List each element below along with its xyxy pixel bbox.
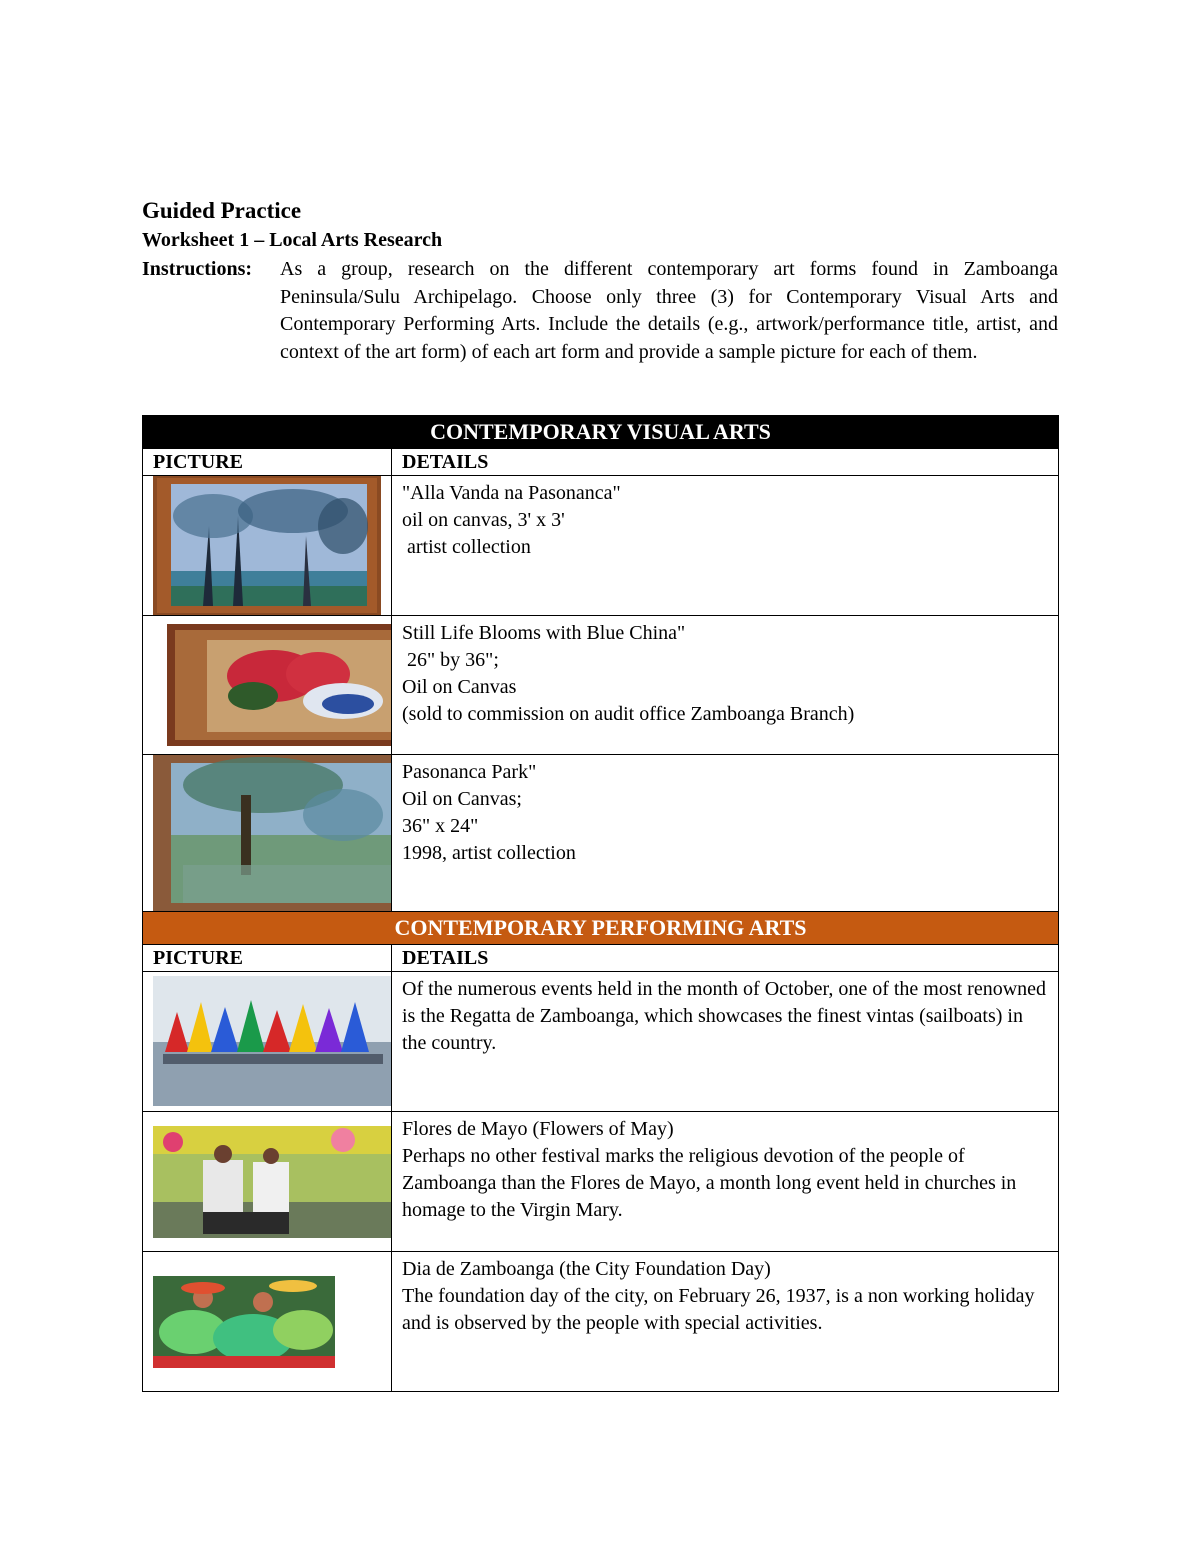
detail-medium: oil on canvas, 3' x 3' [402,509,565,531]
painting-pasonanca-park-image [143,755,391,911]
picture-cell [143,972,392,1112]
detail-collection: 1998, artist collection [402,842,576,864]
detail-note: (sold to commission on audit office Zamboanga Branch) [402,703,855,725]
visual-arts-header: CONTEMPORARY VISUAL ARTS [143,416,1059,449]
picture-cell [143,755,392,912]
detail-title: Pasonanca Park" [402,761,537,783]
page-title: Guided Practice [142,198,302,223]
picture-column-header: PICTURE [143,449,392,476]
picture-cell [143,1112,392,1252]
dia-de-zamboanga-image [143,1252,391,1391]
detail-medium: Oil on Canvas [402,676,517,698]
picture-column-header: PICTURE [143,945,392,972]
details-cell [392,1252,1059,1392]
performing-arts-header: CONTEMPORARY PERFORMING ARTS [143,912,1059,945]
picture-cell [143,1252,392,1392]
worksheet-title: Worksheet 1 – Local Arts Research [142,229,443,251]
detail-description: The foundation day of the city, on February 26, 1937, is a non working holiday and is observed by the people with special activities. [402,1285,1040,1334]
details-column-header: DETAILS [392,449,1059,476]
details-column-header: DETAILS [392,945,1059,972]
details-cell [392,972,1059,1112]
detail-size: 36" x 24" [402,815,479,837]
regatta-vintas-image [143,972,391,1111]
detail-medium: Oil on Canvas; [402,788,522,810]
instructions [142,256,1058,366]
details-cell [392,1112,1059,1252]
detail-title: Dia de Zamboanga (the City Foundation Day) [402,1258,771,1280]
flores-de-mayo-image [143,1112,391,1251]
picture-cell [143,616,392,755]
instructions-text: As a group, research on the different contemporary art forms found in Zamboanga Peninsula/Sulu Archipelago. Choose only three (3) for Contemporary Visual Arts and Contemporary Performing Arts. Include the details (e.g., artwork/performance title, artist, and context of the art form) of each art form and provide a sample picture for each of them. [280,258,1058,363]
detail-description: Perhaps no other festival marks the religious devotion of the people of Zamboanga than the Flores de Mayo, a month long event held in churches in homage to the Virgin Mary. [402,1145,1022,1221]
detail-collection: artist collection [402,536,531,558]
instructions-label: Instructions: [142,258,253,280]
painting-alla-vanda-image [143,476,391,615]
detail-title: Still Life Blooms with Blue China" [402,622,686,644]
detail-title: "Alla Vanda na Pasonanca" [402,482,621,504]
detail-size: 26" by 36"; [402,649,499,671]
details-cell [392,755,1059,912]
details-cell [392,476,1059,616]
detail-description: Of the numerous events held in the month of October, one of the most renowned is the Regatta de Zamboanga, which showcases the finest vintas (sailboats) in the country. [402,978,1052,1054]
arts-table [142,415,1059,1392]
detail-title: Flores de Mayo (Flowers of May) [402,1118,674,1140]
details-cell [392,616,1059,755]
painting-still-life-image [143,616,391,754]
picture-cell [143,476,392,616]
